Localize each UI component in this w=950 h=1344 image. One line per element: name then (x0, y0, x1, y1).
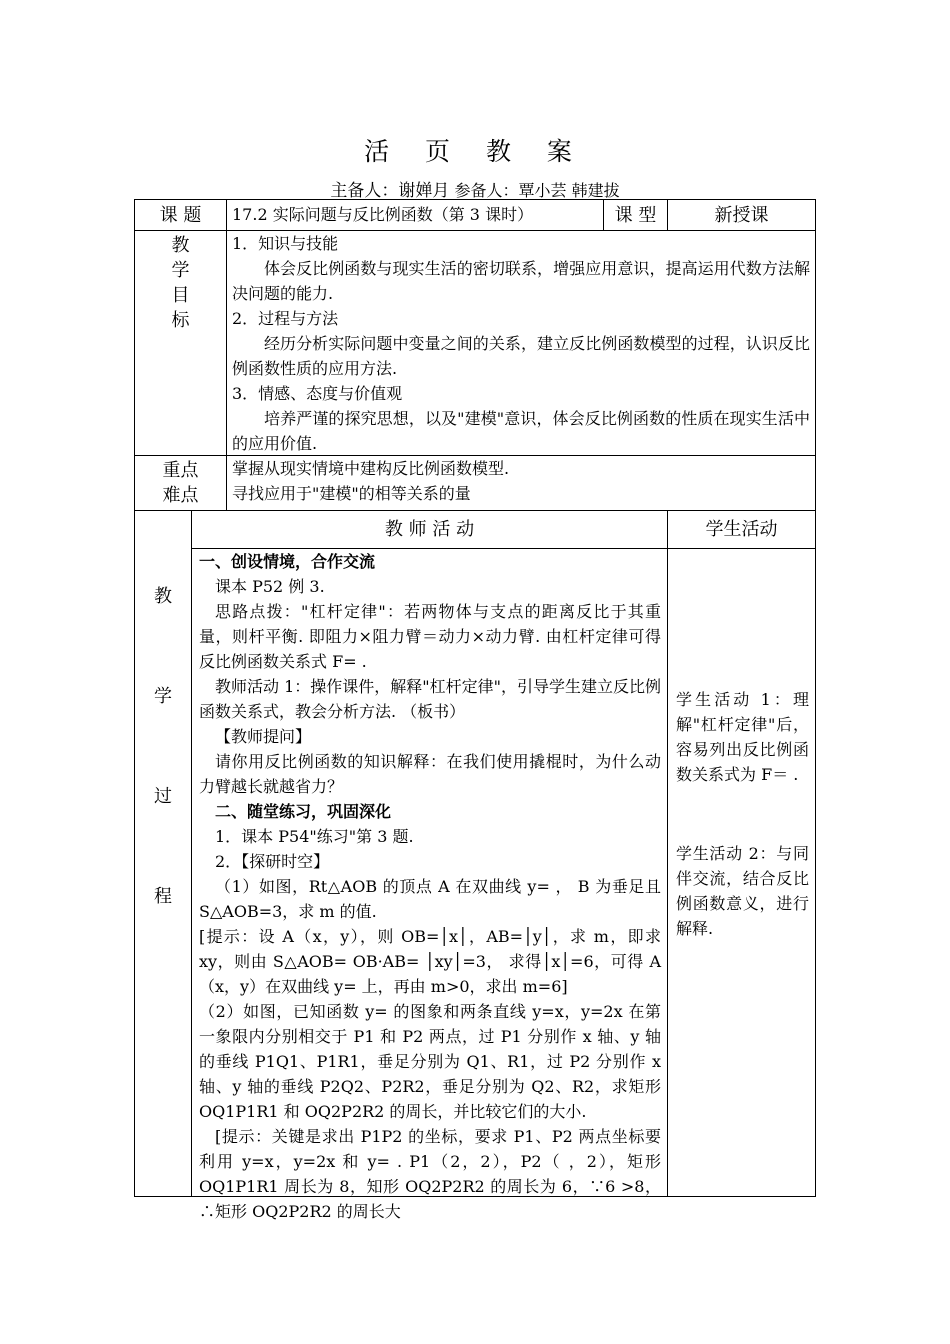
section-heading: 二、随堂练习，巩固深化 (215, 802, 392, 821)
keypoints-label-line: 重点 (162, 460, 199, 481)
objectives-label-char: 学 (171, 260, 190, 281)
objective-heading: 3．情感、态度与价值观 (232, 384, 403, 403)
teacher-activity-content (199, 549, 661, 1221)
objective-text: 经历分析实际问题中变量之间的关系，建立反比例函数模型的过程，认识反比例函数性质的应用方法. (232, 334, 810, 378)
objective-text: 体会反比例函数与现实生活的密切联系，增强应用意识，提高运用代数方法解决问题的能力. (232, 259, 810, 303)
process-label-char: 教 (154, 586, 172, 607)
student-activity-1: 学生活动 1：理解"杠杆定律"后，容易列出反比例函数关系式为 F＝ . (676, 690, 809, 784)
teacher-text: 2．【探研时空】 (215, 852, 330, 871)
student-activity-header: 学生活动 (705, 519, 778, 540)
teacher-activity-header: 教 师 活 动 (384, 519, 475, 540)
participants: 参备人：覃小芸 韩建拔 (454, 181, 620, 200)
objectives-content (232, 231, 810, 456)
key-point: 掌握从现实情境中建构反比例函数模型. (232, 459, 510, 478)
lesson-type-label: 课 型 (614, 204, 657, 226)
objective-text: 培养严谨的探究思想，以及"建模"意识，体会反比例函数的性质在现实生活中的应用价值. (232, 409, 810, 453)
divider-teacher-student (667, 510, 668, 1197)
objective-heading: 1．知识与技能 (232, 234, 339, 253)
objectives-label (135, 231, 226, 333)
teacher-text: 教师活动 1：操作课件，解释"杠杆定律"，引导学生建立反比例函数关系式，教会分析方法. （板书） (199, 677, 661, 721)
teacher-text: 1．课本 P54"练习"第 3 题. (215, 827, 414, 846)
teacher-text: （1）如图，Rt△AOB 的顶点 A 在双曲线 y= ， B 为垂足且S△AOB=3，求 m 的值. (199, 877, 661, 921)
keypoints-label (135, 456, 226, 508)
objective-heading: 2．过程与方法 (232, 309, 339, 328)
teacher-text: 思路点拨："杠杆定律"：若两物体与支点的距离反比于其重量，则杆平衡. 即阻力×阻力臂＝动力×动力臂. 由杠杆定律可得反比例函数关系式 F= . (199, 602, 661, 671)
topic-label: 课 题 (159, 204, 202, 226)
objectives-label-char: 教 (171, 235, 190, 256)
student-activity-2: 学生活动 2：与同伴交流，结合反比例函数意义，进行解释. (676, 844, 809, 938)
topic-value: 17.2 实际问题与反比例函数（第 3 课时） (232, 205, 534, 224)
divider-process-label (191, 510, 192, 1197)
keypoints-label-line: 难点 (162, 485, 199, 506)
teacher-text: 课本 P52 例 3. (215, 577, 325, 596)
divider-label-col (226, 199, 227, 510)
process-label-char: 程 (154, 886, 172, 907)
section-heading: 一、创设情境，合作交流 (199, 552, 376, 571)
main-preparer: 主备人：谢婵月 (330, 181, 450, 201)
teacher-text: [提示：设 A（x，y），则 OB=│x│，AB=│y│，求 m，即求 xy，则由 S△AOB= OB·AB= │xy│=3， 求得│x│=6，可得 A（x，y）在双曲线 y= 上，再由 m>0，求出 m=6] (199, 927, 661, 996)
page-title: 活 页 教 案 (364, 137, 586, 166)
process-label-char: 过 (154, 786, 172, 807)
teacher-text: 【教师提问】 (215, 727, 312, 746)
student-activity-content (676, 549, 809, 1196)
teacher-text: （2）如图，已知函数 y= 的图象和两条直线 y=x，y=2x 在第一象限内分别相交于 P1 和 P2 两点，过 P1 分别作 x 轴、y 轴的垂线 P1Q1、P1R1，垂足分别为 Q1、R1，过 P2 分别作 x 轴、y 轴的垂线 P2Q2、P2R2，垂足分别为 Q2、R2，求矩形 OQ1P1R1 和 OQ2P2R2 的周长，并比较它们的大小. (199, 1002, 661, 1121)
lesson-type-value: 新授课 (714, 204, 769, 226)
teacher-text: 请你用反比例函数的知识解释：在我们使用撬棍时，为什么动力臂越长就越省力？ (199, 752, 661, 796)
objectives-label-char: 目 (171, 285, 190, 306)
difficulty-point: 寻找应用于"建模"的相等关系的量 (232, 484, 471, 503)
keypoints-content (232, 456, 810, 506)
objectives-label-char: 标 (171, 310, 190, 331)
process-label-char: 学 (154, 686, 172, 707)
teacher-text: [提示：关键是求出 P1P2 的坐标，要求 P1、P2 两点坐标要利用 y=x，y=2x 和 y= . P1（2，2），P2（ ，2），矩形 OQ1P1R1 周长为 8，知形 OQ2P2R2 的周长为 6，∵6 >8，∴矩形 OQ2P2R2 的周长大 (199, 1127, 661, 1221)
preparers-line (0, 176, 950, 201)
